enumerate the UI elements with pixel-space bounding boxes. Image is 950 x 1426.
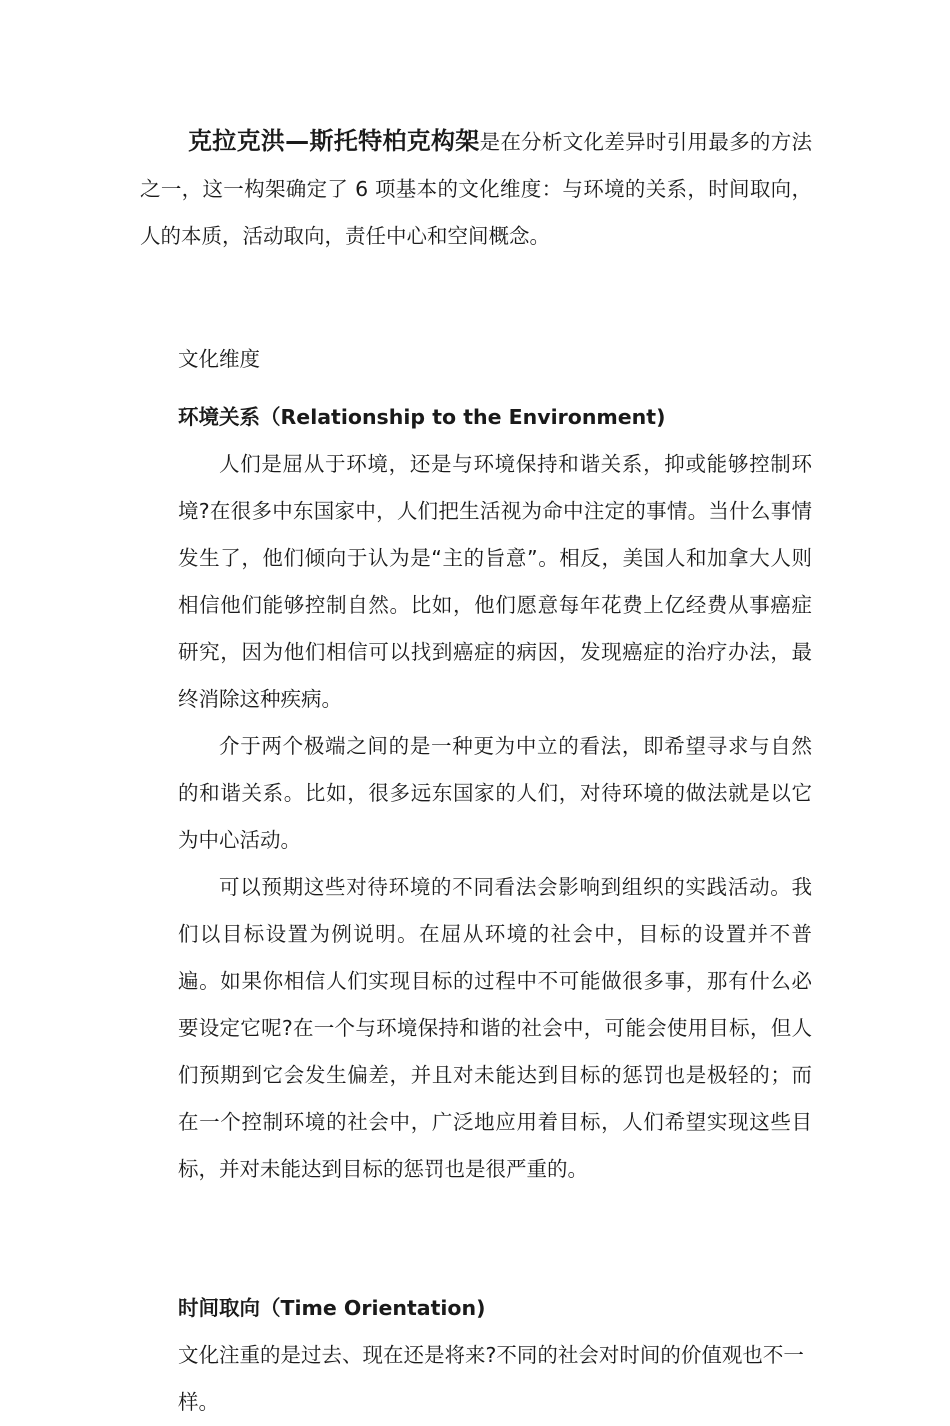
section-heading-time-en: （Time Orientation): [260, 1296, 486, 1320]
lead-paragraph-text: 是在分析文化差异时引用最多的方法之一，这一构架确定了 6 项基本的文化维度：与环境的关系，时间取向，人的本质，活动取向，责任中心和空间概念。: [140, 130, 813, 248]
paragraph: 文化注重的是过去、现在还是将来?不同的社会对时间的价值观也不一样。: [178, 1343, 804, 1414]
document-title-run: 克拉克洪—斯托特柏克构架: [188, 127, 480, 155]
indented-block: [140, 336, 812, 1426]
lead-paragraph: [140, 118, 812, 260]
section-heading-environment-cn: 环境关系: [178, 405, 260, 429]
section-heading-environment: [178, 394, 812, 441]
label-heading-spacer: [178, 383, 812, 394]
dimension-label: 文化维度: [178, 347, 260, 371]
paragraph: 介于两个极端之间的是一种更为中立的看法，即希望寻求与自然的和谐关系。比如，很多远东国家的人们，对待环境的做法就是以它为中心活动。: [178, 734, 812, 852]
section-gap: [140, 260, 812, 336]
section-heading-environment-en: （Relationship to the Environment): [260, 405, 666, 429]
section-heading-time: [178, 1285, 812, 1332]
section-heading-time-cn: 时间取向: [178, 1296, 260, 1320]
paragraph: 人们是屈从于环境，还是与环境保持和谐关系，抑或能够控制环境?在很多中东国家中，人们把生活视为命中注定的事情。当什么事情发生了，他们倾向于认为是“主的旨意”。相反，美国人和加拿大人则相信他们能够控制自然。比如，他们愿意每年花费上亿经费从事癌症研究，因为他们相信可以找到癌症的病因，发现癌症的治疗办法，最终消除这种疾病。: [178, 452, 812, 711]
section-gap: [178, 1193, 812, 1285]
document-content: [140, 118, 812, 1426]
paragraph: 可以预期这些对待环境的不同看法会影响到组织的实践活动。我们以目标设置为例说明。在屈从环境的社会中，目标的设置并不普遍。如果你相信人们实现目标的过程中不可能做很多事，那有什么必要设定它呢?在一个与环境保持和谐的社会中，可能会使用目标，但人们预期到它会发生偏差，并且对未能达到目标的惩罚也是极轻的；而在一个控制环境的社会中，广泛地应用着目标，人们希望实现这些目标，并对未能达到目标的惩罚也是很严重的。: [178, 875, 812, 1181]
